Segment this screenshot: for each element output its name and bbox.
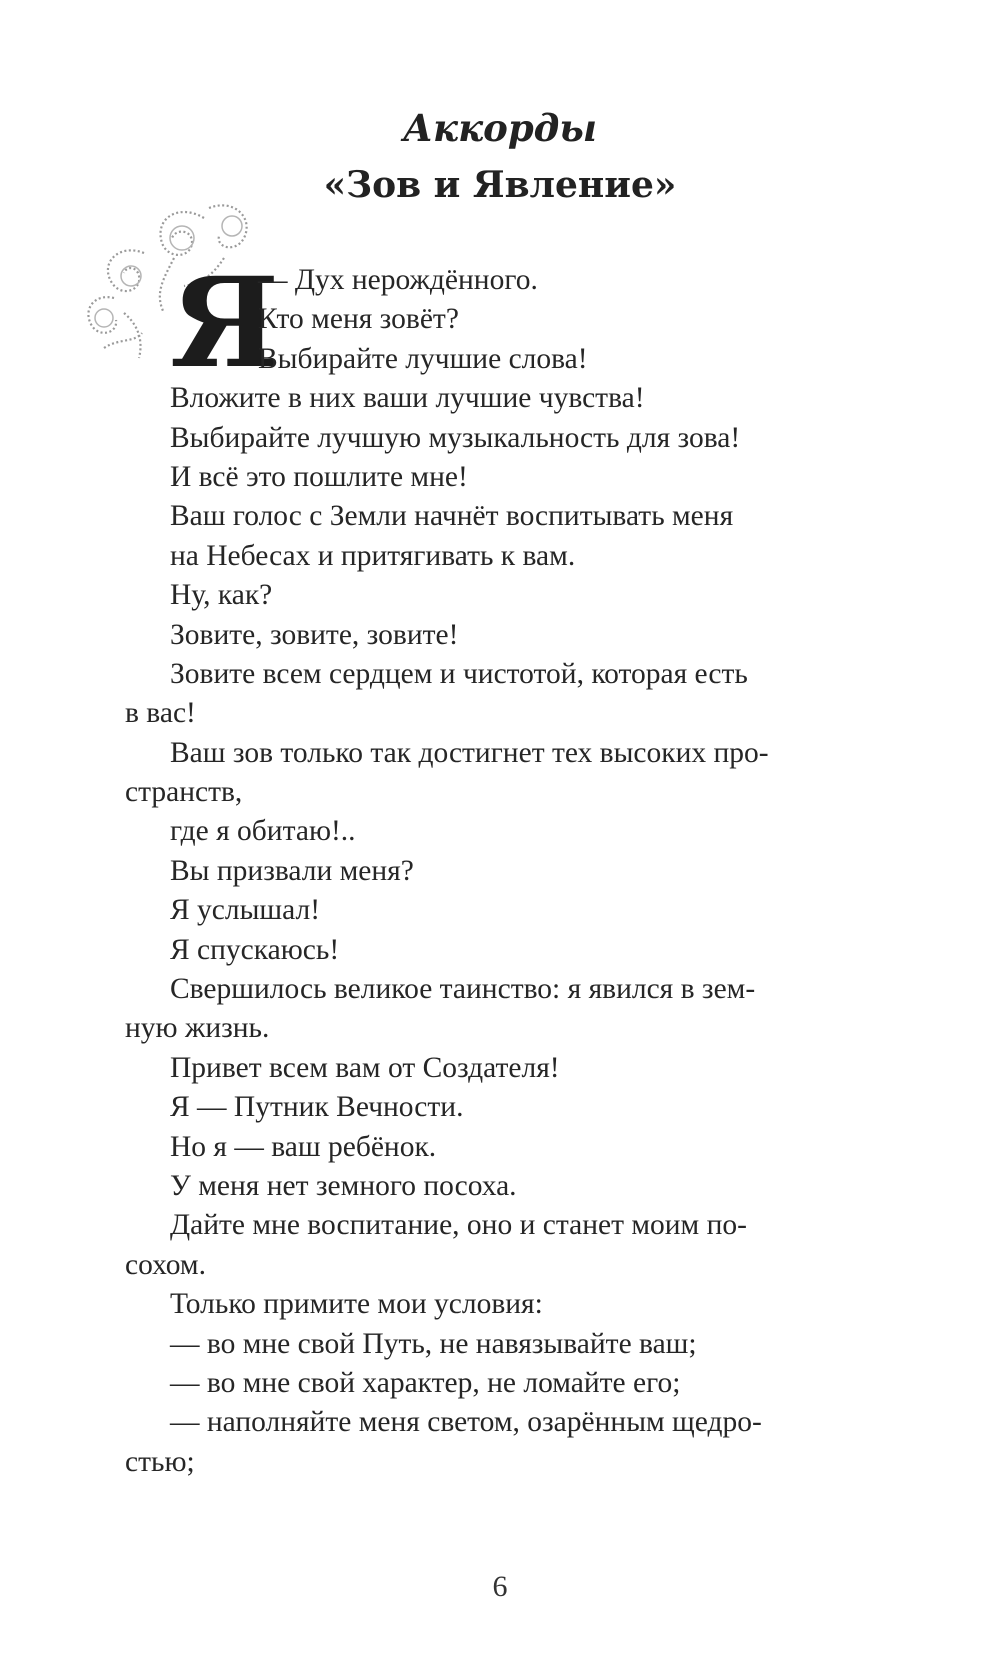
text-line: Но я — ваш ребёнок. bbox=[170, 1130, 437, 1163]
text-line: Ваш голос с Земли начнёт воспитывать меня bbox=[170, 500, 734, 533]
text-line: Ну, как? bbox=[170, 579, 273, 612]
text-line: Я услышал! bbox=[170, 894, 321, 927]
page-number: 6 bbox=[492, 1570, 508, 1603]
text-line: странств, bbox=[125, 776, 243, 809]
text-line: Дайте мне воспитание, оно и станет моим по- bbox=[170, 1209, 747, 1242]
text-line: Ваш зов только так достигнет тех высоких про- bbox=[170, 736, 769, 769]
text-line: Только примите мои условия: bbox=[170, 1288, 543, 1321]
text-line: — во мне свой характер, не ломайте его; bbox=[170, 1366, 681, 1399]
chapter-subtitle: «Зов и Явление» bbox=[323, 164, 677, 206]
chapter-title: Аккорды bbox=[402, 106, 598, 150]
text-line: Привет всем вам от Создателя! bbox=[170, 1051, 560, 1084]
text-line: Я спускаюсь! bbox=[170, 933, 340, 966]
text-line: сохом. bbox=[125, 1248, 206, 1281]
text-line: И всё это пошлите мне! bbox=[170, 460, 468, 493]
text-line: Кто меня зовёт? bbox=[258, 303, 459, 336]
drop-cap: Я bbox=[170, 251, 280, 396]
text-line: — Дух нерождённого. bbox=[258, 264, 538, 296]
text-line: Зовите, зовите, зовите! bbox=[170, 618, 459, 651]
text-line: ную жизнь. bbox=[125, 1012, 270, 1045]
text-line: на Небесах и притягивать к вам. bbox=[170, 539, 576, 572]
text-line: — наполняйте меня светом, озарённым щедро- bbox=[170, 1406, 762, 1439]
text-line: Свершилось великое таинство: я явился в зем- bbox=[170, 973, 756, 1006]
text-line: Зовите всем сердцем и чистотой, которая есть bbox=[170, 657, 748, 690]
text-line: Выбирайте лучшие слова! bbox=[258, 342, 588, 375]
text-line: У меня нет земного посоха. bbox=[170, 1169, 517, 1202]
text-line: Вы призвали меня? bbox=[170, 854, 414, 887]
text-line: — во мне свой Путь, не навязывайте ваш; bbox=[170, 1327, 697, 1360]
text-line: Вложите в них ваши лучшие чувства! bbox=[170, 382, 645, 415]
text-line: где я обитаю!.. bbox=[170, 815, 356, 848]
text-line: Выбирайте лучшую музыкальность для зова! bbox=[170, 421, 741, 454]
text-line: Я — Путник Вечности. bbox=[170, 1091, 464, 1124]
text-line: в вас! bbox=[125, 697, 196, 730]
poem-text bbox=[125, 251, 895, 1482]
text-line: стью; bbox=[125, 1445, 195, 1478]
